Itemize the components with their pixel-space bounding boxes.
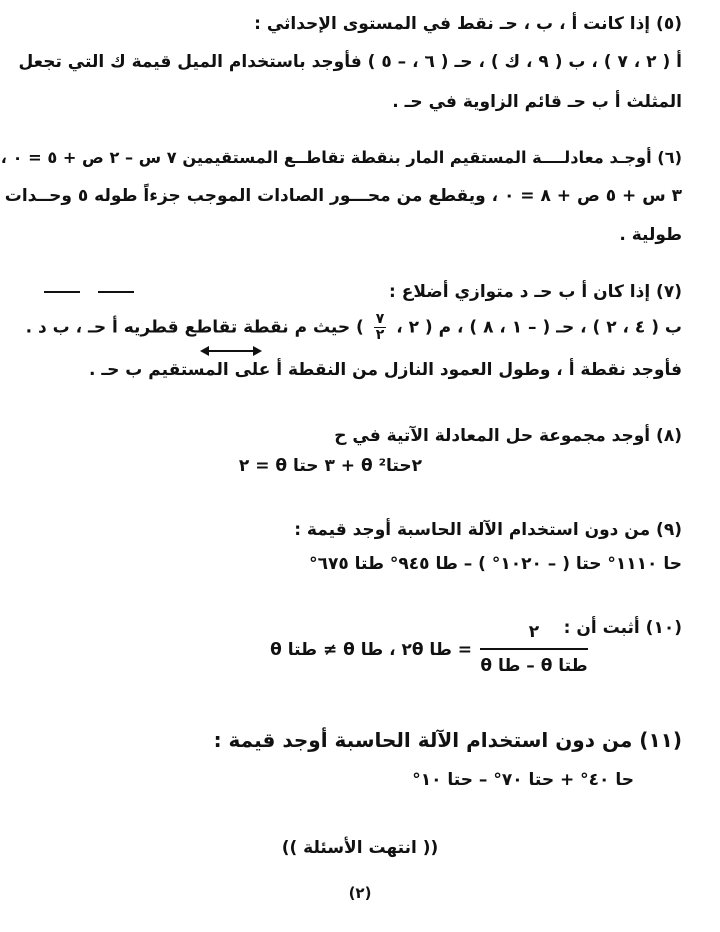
end-of-questions: (( انتهت الأسئلة )) — [281, 838, 439, 858]
q11-line1: (١١) من دون استخدام الآلة الحاسبة أوجد قيمة : — [213, 728, 682, 752]
q10-rhs: = طا ٢θ ، طا θ ≠ طتا θ — [270, 640, 472, 660]
q10-numerator: ٢ — [528, 622, 540, 642]
q7-fraction — [374, 312, 387, 343]
q7-line-arrow — [200, 344, 262, 358]
q7-frac-num: ٧ — [375, 311, 385, 327]
q10-line1: (١٠) أثبت أن : — [563, 618, 682, 638]
q6-line3: طولية . — [619, 225, 682, 245]
q5-line1: (٥) إذا كانت أ ، ب ، حـ نقط في المستوى الإحداثي : — [254, 14, 682, 34]
q11-expression: حا ٤٠° + حتا ٧٠° – حتا ١٠° — [412, 770, 634, 790]
q7-line1: (٧) إذا كان أ ب حـ د متوازي أضلاع : — [389, 282, 682, 302]
q7-bar-bd — [44, 291, 80, 293]
q8-line1: (٨) أوجد مجموعة حل المعادلة الآتية في ح — [334, 426, 682, 446]
q9-line1: (٩) من دون استخدام الآلة الحاسبة أوجد قيمة : — [294, 520, 682, 540]
q7-line3: فأوجد نقطة أ ، وطول العمود النازل من النقطة أ على المستقيم ب حـ . — [88, 360, 682, 380]
q10-denominator: طتا θ – طا θ — [480, 656, 588, 676]
q7-frac-den: ٢ — [375, 327, 385, 343]
page-number: (٢) — [348, 884, 372, 902]
q9-expression: حا ١١١٠° حتا ( – ١٠٢٠° ) – طا ٩٤٥° طتا ٦٧٥° — [309, 554, 682, 574]
q7-bar-ac — [98, 291, 134, 293]
q7-line2-tail: ) حيث م نقطة تقاطع قطريه أ حـ ، ب د . — [25, 317, 364, 338]
q6-line2: ٣ س + ٥ ص + ٨ = ٠ ، ويقطع من محـــور الصادات الموجب جزءاً طوله ٥ وحــدات — [4, 186, 682, 206]
q5-line3: المثلث أ ب حـ قائم الزاوية في حـ . — [392, 92, 682, 112]
q5-line2: أ ( ٢ ، ٧ ) ، ب ( ٩ ، ك ) ، حـ ( ٦ ، – ٥ ) فأوجد باستخدام الميل قيمة ك التي تجعل — [18, 52, 682, 72]
q7-line2 — [26, 312, 682, 343]
q8-equation: ٢حتا² θ + ٣ حتا θ = ٢ — [238, 456, 422, 476]
q10-fraction-bar — [480, 648, 588, 650]
q6-line1: (٦) أوجـد معادلــــة المستقيم المار بنقطة تقاطــع المستقيمين ٧ س – ٢ ص + ٥ = ٠ ، — [0, 148, 682, 167]
q7-line2-main: ب ( ٤ ، ٢ ) ، حـ ( – ١ ، ٨ ) ، م ( ٢ ، — [396, 317, 682, 338]
